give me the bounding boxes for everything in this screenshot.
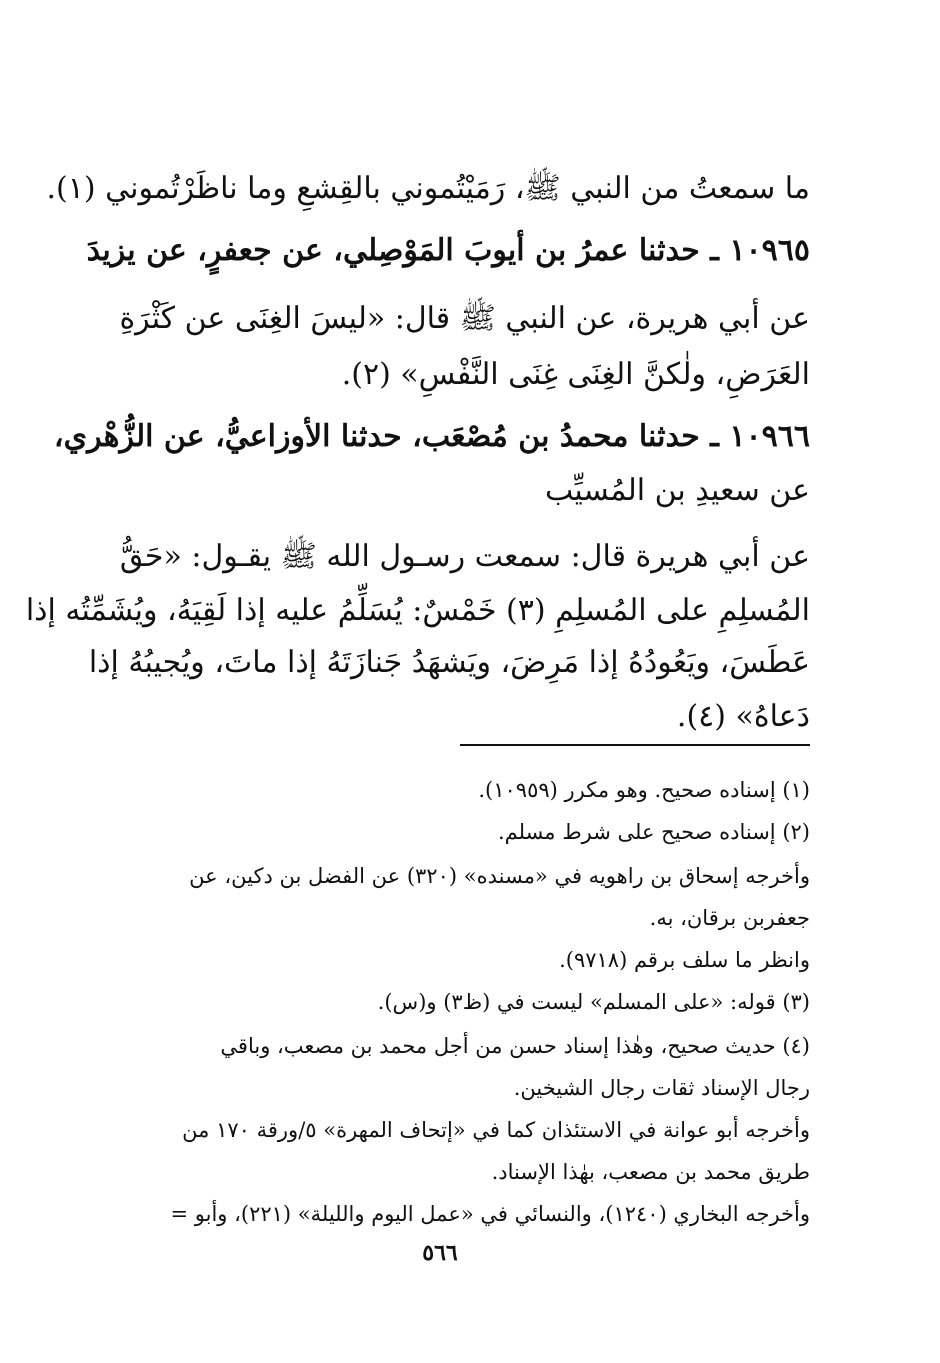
footnote-line: وأخرجه إسحاق بن راهويه في «مسنده» (٣٢٠) عن الفضل بن دكين، عن	[189, 864, 810, 888]
footnote-line: (٣) قوله: «على المسلم» ليست في (ظ٣) و(س).	[377, 990, 810, 1014]
hadith-heading-10966: ١٠٩٦٦ ـ حدثنا محمدُ بن مُصْعَب، حدثنا الأوزاعيُّ، عن الزُّهْري،	[53, 419, 810, 454]
footnote-line: رجال الإسناد ثقات رجال الشيخين.	[513, 1076, 810, 1100]
main-line: عن سعيدِ بن المُسيِّب	[544, 473, 810, 508]
footnote-line: طريق محمد بن مصعب، بهٰذا الإسناد.	[491, 1160, 810, 1184]
footnote-line: (١) إسناده صحيح. وهو مكرر (١٠٩٥٩).	[478, 778, 810, 802]
main-line: المُسلِمِ على المُسلِمِ (٣) خَمْسٌ: يُسَلِّمُ عليه إذا لَقِيَهُ، ويُشَمِّتُه إذا	[25, 593, 810, 628]
page-number: ٥٦٦	[422, 1240, 458, 1266]
main-line: عن أبي هريرة قال: سمعت رسـول الله ﷺ يقـول: «حَقُّ	[119, 539, 810, 574]
main-line: عَطَسَ، ويَعُودُهُ إذا مَرِضَ، ويَشهَدُ جَنازَتَهُ إذا ماتَ، ويُجيبُهُ إذا	[88, 645, 810, 680]
footnote-separator	[460, 744, 810, 746]
main-line: العَرَضِ، ولٰكنَّ الغِنَى غِنَى النَّفْسِ» (٢).	[341, 357, 810, 392]
footnote-line: جعفربن برقان، به.	[649, 906, 810, 930]
footnote-line: وأخرجه البخاري (١٢٤٠)، والنسائي في «عمل اليوم والليلة» (٢٢١)، وأبو =	[170, 1202, 810, 1226]
footnote-line: وأخرجه أبو عوانة في الاستئذان كما في «إتحاف المهرة» ٥/ورقة ١٧٠ من	[182, 1118, 810, 1142]
footnote-line: (٤) حديث صحيح، وهٰذا إسناد حسن من أجل محمد بن مصعب، وباقي	[220, 1034, 810, 1058]
footnote-line: (٢) إسناده صحيح على شرط مسلم.	[497, 820, 810, 844]
main-line: عن أبي هريرة، عن النبي ﷺ قال: «ليسَ الغِنَى عن كَثْرَةِ	[119, 301, 810, 336]
main-line: ما سمعتُ من النبي ﷺ، رَمَيْتُموني بالقِشعِ وما ناظَرْتُموني (١).	[46, 171, 810, 206]
footnote-line: وانظر ما سلف برقم (٩٧١٨).	[559, 948, 810, 972]
main-line: دَعاهُ» (٤).	[676, 699, 810, 734]
hadith-heading-10965: ١٠٩٦٥ ـ حدثنا عمرُ بن أيوبَ المَوْصِلي، عن جعفرٍ، عن يزيدَ	[86, 233, 810, 268]
